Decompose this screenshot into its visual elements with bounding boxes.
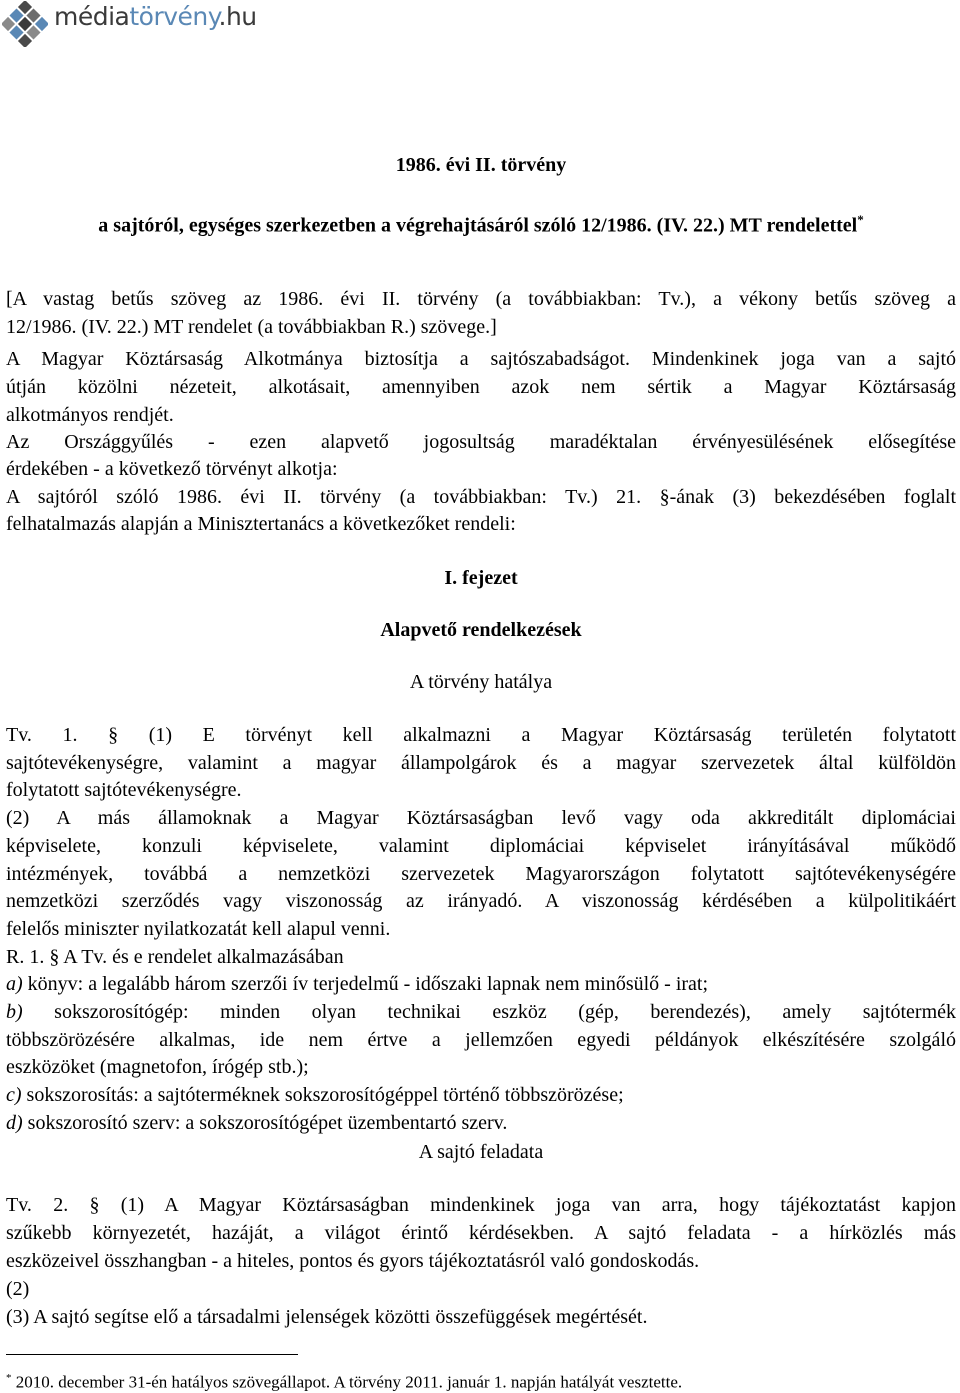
footnote-divider [6,1354,298,1355]
tv2-line-3: eszközeivel összhangban - a hiteles, pontos és gyors tájékoztatásról való gondoskodás. [6,1250,700,1272]
item-label: c) [6,1084,22,1106]
tv2-paragraph-2: (2) [6,1278,30,1300]
item-text: könyv: a legalább három szerzői ív terjedelmű - időszaki lapnak nem minősülő - irat; [22,973,709,995]
logo-wordmark [54,2,257,31]
subtitle-text: a sajtóról, egységes szerkezetben a végrehajtásáról szóló 12/1986. (IV. 22.) MT rendelettel [98,214,858,237]
tv2-paragraph-3: (3) A sajtó segítse elő a társadalmi jelenségek közötti összefüggések megértését. [6,1306,648,1328]
tv1-line-1: Tv. 1. § (1) E törvényt kell alkalmazni a Magyar Köztársaság területén folytatott [6,724,956,746]
tv1-line-2: sajtótevékenységre, valamint a magyar állampolgárok és a magyar szervezetek által külföldön [6,752,956,774]
chapter-number: I. fejezet [444,567,518,589]
item-text: sokszorosítógép: minden olyan technikai eszköz (gép, berendezés), amely sajtótermék [22,1001,956,1023]
preamble2-line-2: érdekében - a következő törvényt alkotja: [6,458,338,480]
tv1-p2-line-1: (2) A más államoknak a Magyar Köztársaságban levő vagy oda akkreditált diplomáciai [6,807,956,829]
item-label: b) [6,1001,23,1023]
r1-item-b-line-1 [6,1000,956,1024]
document-subtitle [6,208,956,238]
footnote [6,1368,682,1393]
r1-item-b-line-3: eszközöket (magnetofon, írógép stb.); [6,1056,309,1078]
section-heading-press-task: A sajtó feladata [418,1141,544,1163]
site-logo[interactable] [2,2,257,46]
decree-basis-line-1: A sajtóról szóló 1986. évi II. törvény (a továbbiakban: Tv.) 21. §-ának (3) bekezdésében foglalt [6,486,956,508]
item-text: sokszorosítás: a sajtóterméknek sokszorosítógéppel történő többszörözése; [21,1084,624,1106]
section-heading-scope: A törvény hatálya [409,671,553,693]
r1-item-a [6,972,956,996]
editorial-note-line-2: 12/1986. (IV. 22.) MT rendelet (a továbbiakban R.) szövege.] [6,316,497,338]
r1-item-d [6,1111,956,1135]
footnote-mark: * [6,1372,12,1384]
tv2-line-1: Tv. 2. § (1) A Magyar Köztársaságban mindenkinek joga van arra, hogy tájékoztatást kapjon [6,1194,956,1216]
logo-part-torveny: törvény [129,1,219,31]
tv1-p2-line-5: felelős miniszter nyilatkozatát kell alapul venni. [6,918,391,940]
editorial-note-line-1: [A vastag betűs szöveg az 1986. évi II. törvény (a továbbiakban: Tv.), a vékony betűs szöveg a [6,288,956,310]
r1-item-b-line-2: többszörözésére alkalmas, ide nem értve a jellemzően egyedi példányok elkészítésére szolgáló [6,1029,956,1051]
preamble-line-1: A Magyar Köztársaság Alkotmánya biztosítja a sajtószabadságot. Mindenkinek joga van a sajtó [6,348,956,370]
r1-item-c [6,1083,956,1107]
preamble2-line-1: Az Országgyűlés - ezen alapvető jogosultság maradéktalan érvényesülésének elősegítése [6,431,956,453]
item-label: d) [6,1112,23,1134]
item-label: a) [6,973,23,995]
r1-intro: R. 1. § A Tv. és e rendelet alkalmazásában [6,946,344,968]
footnote-text: 2010. december 31-én hatályos szövegállapot. A törvény 2011. január 1. napján hatályát vesztette. [11,1372,683,1392]
footnote-reference[interactable]: * [857,212,864,227]
tv1-p2-line-2: képviselete, konzuli képviselete, valamint diplomáciai képviselet irányításával működő [6,835,956,857]
document-title: 1986. évi II. törvény [395,154,567,176]
tv1-p2-line-4: nemzetközi szerződés vagy viszonosság az irányadó. A viszonosság kérdésében a külpolitikáért [6,890,956,912]
item-text: sokszorosító szerv: a sokszorosítógépet üzembentartó szerv. [22,1112,508,1134]
chapter-title: Alapvető rendelkezések [380,619,582,641]
decree-basis-line-2: felhatalmazás alapján a Minisztertanács a következőket rendeli: [6,513,516,535]
tv2-line-2: szűkebb környezetét, hazáját, a világot érintő kérdésekben. A sajtó feladata - a hírközlés más [6,1222,956,1244]
logo-part-hu: .hu [218,1,257,31]
preamble-line-3: alkotmányos rendjét. [6,404,174,426]
diamond-grid-logo-icon [2,1,48,47]
preamble-line-2: útján közölni nézeteit, alkotásait, amennyiben azok nem sértik a Magyar Köztársaság [6,376,956,398]
tv1-p2-line-3: intézmények, továbbá a nemzetközi szervezetek Magyarországon folytatott sajtótevékenységére [6,863,956,885]
logo-part-media: média [54,1,130,31]
tv1-line-3: folytatott sajtótevékenységre. [6,779,242,801]
